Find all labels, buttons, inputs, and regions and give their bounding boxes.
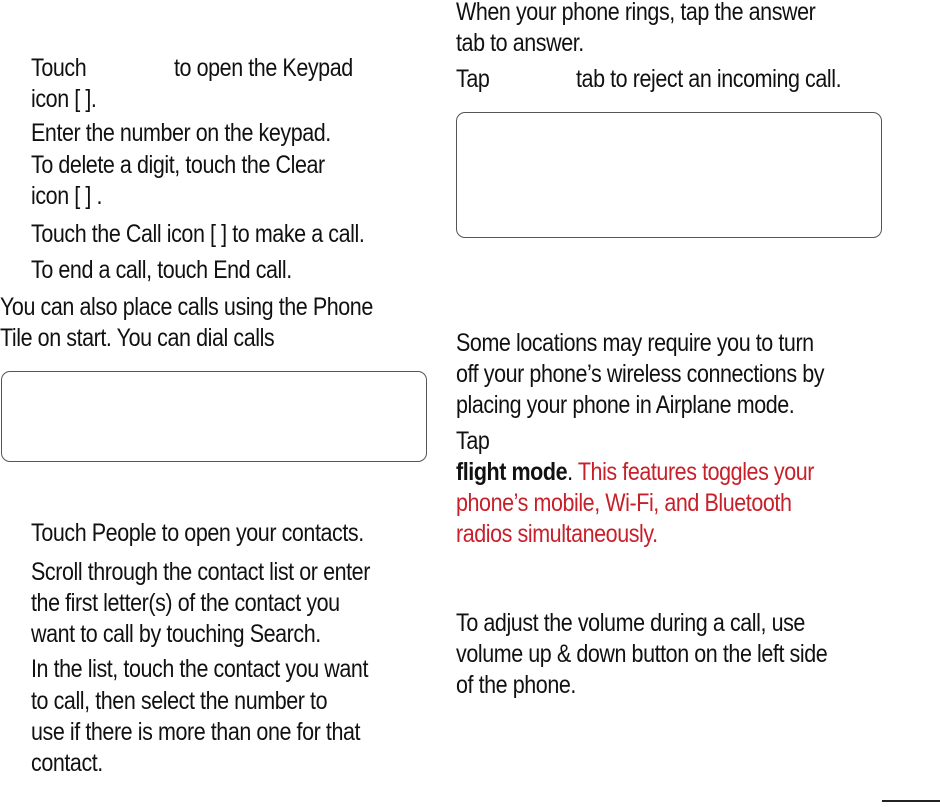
volume-line-1: To adjust the volume during a call, use [456, 609, 805, 637]
note-box-left [1, 371, 427, 462]
contacts-step-2-line-3: want to call by touching Search. [31, 620, 321, 648]
volume-line-2: volume up & down button on the left side [456, 640, 828, 668]
airplane-note-line-2: phone’s mobile, Wi-Fi, and Bluetooth [456, 489, 792, 517]
airplane-note-line-3: radios simultaneously. [456, 520, 658, 548]
phone-tile-line-2: Tile on start. You can dial calls [0, 324, 275, 352]
airplane-line-2: off your phone’s wireless connections by [456, 360, 825, 388]
note-box-right [456, 112, 882, 238]
dial-step-2-line-2: To delete a digit, touch the Clear [31, 151, 325, 179]
contacts-step-3-line-3: use if there is more than one for that [31, 718, 361, 746]
phone-tile-line-1: You can also place calls using the Phone [0, 293, 373, 321]
contacts-step-1-line-1: Touch People to open your contacts. [31, 519, 364, 547]
dial-step-3-line-1: Touch the Call icon [ ] to make a call. [31, 220, 365, 248]
reject-text: tab to reject an incoming call. [576, 65, 842, 93]
contacts-step-3-line-4: contact. [31, 749, 103, 777]
reject-tap: Tap [456, 65, 490, 93]
airplane-line-1: Some locations may require you to turn [456, 329, 814, 357]
contacts-step-3-line-1: In the list, touch the contact you want [31, 655, 368, 683]
dial-step-4-line-1: To end a call, touch End call. [31, 256, 292, 284]
airplane-tap: Tap [456, 427, 490, 455]
contacts-step-3-line-2: to call, then select the number to [31, 687, 328, 715]
volume-line-3: of the phone. [456, 671, 576, 699]
flight-mode-label: flight mode [456, 458, 568, 486]
dial-step-2-line-3: icon [ ] . [31, 182, 102, 210]
airplane-note-line-1: This features toggles your [577, 458, 815, 486]
dial-step-1-keypad-text: to open the Keypad [174, 54, 353, 82]
dial-step-2-line-1: Enter the number on the keypad. [31, 119, 331, 147]
contacts-step-2-line-1: Scroll through the contact list or enter [31, 558, 370, 586]
page-footer-rule [882, 800, 940, 802]
contacts-step-2-line-2: the first letter(s) of the contact you [31, 589, 340, 617]
airplane-flight-mode-line [456, 457, 814, 489]
dial-step-1-keypad-icon-text: icon [ ]. [31, 85, 97, 113]
answer-line-1: When your phone rings, tap the answer [456, 0, 816, 26]
dial-step-1-touch: Touch [31, 54, 87, 82]
airplane-line-3: placing your phone in Airplane mode. [456, 391, 795, 419]
answer-line-2: tab to answer. [456, 29, 584, 57]
flight-mode-period: . [567, 458, 573, 486]
